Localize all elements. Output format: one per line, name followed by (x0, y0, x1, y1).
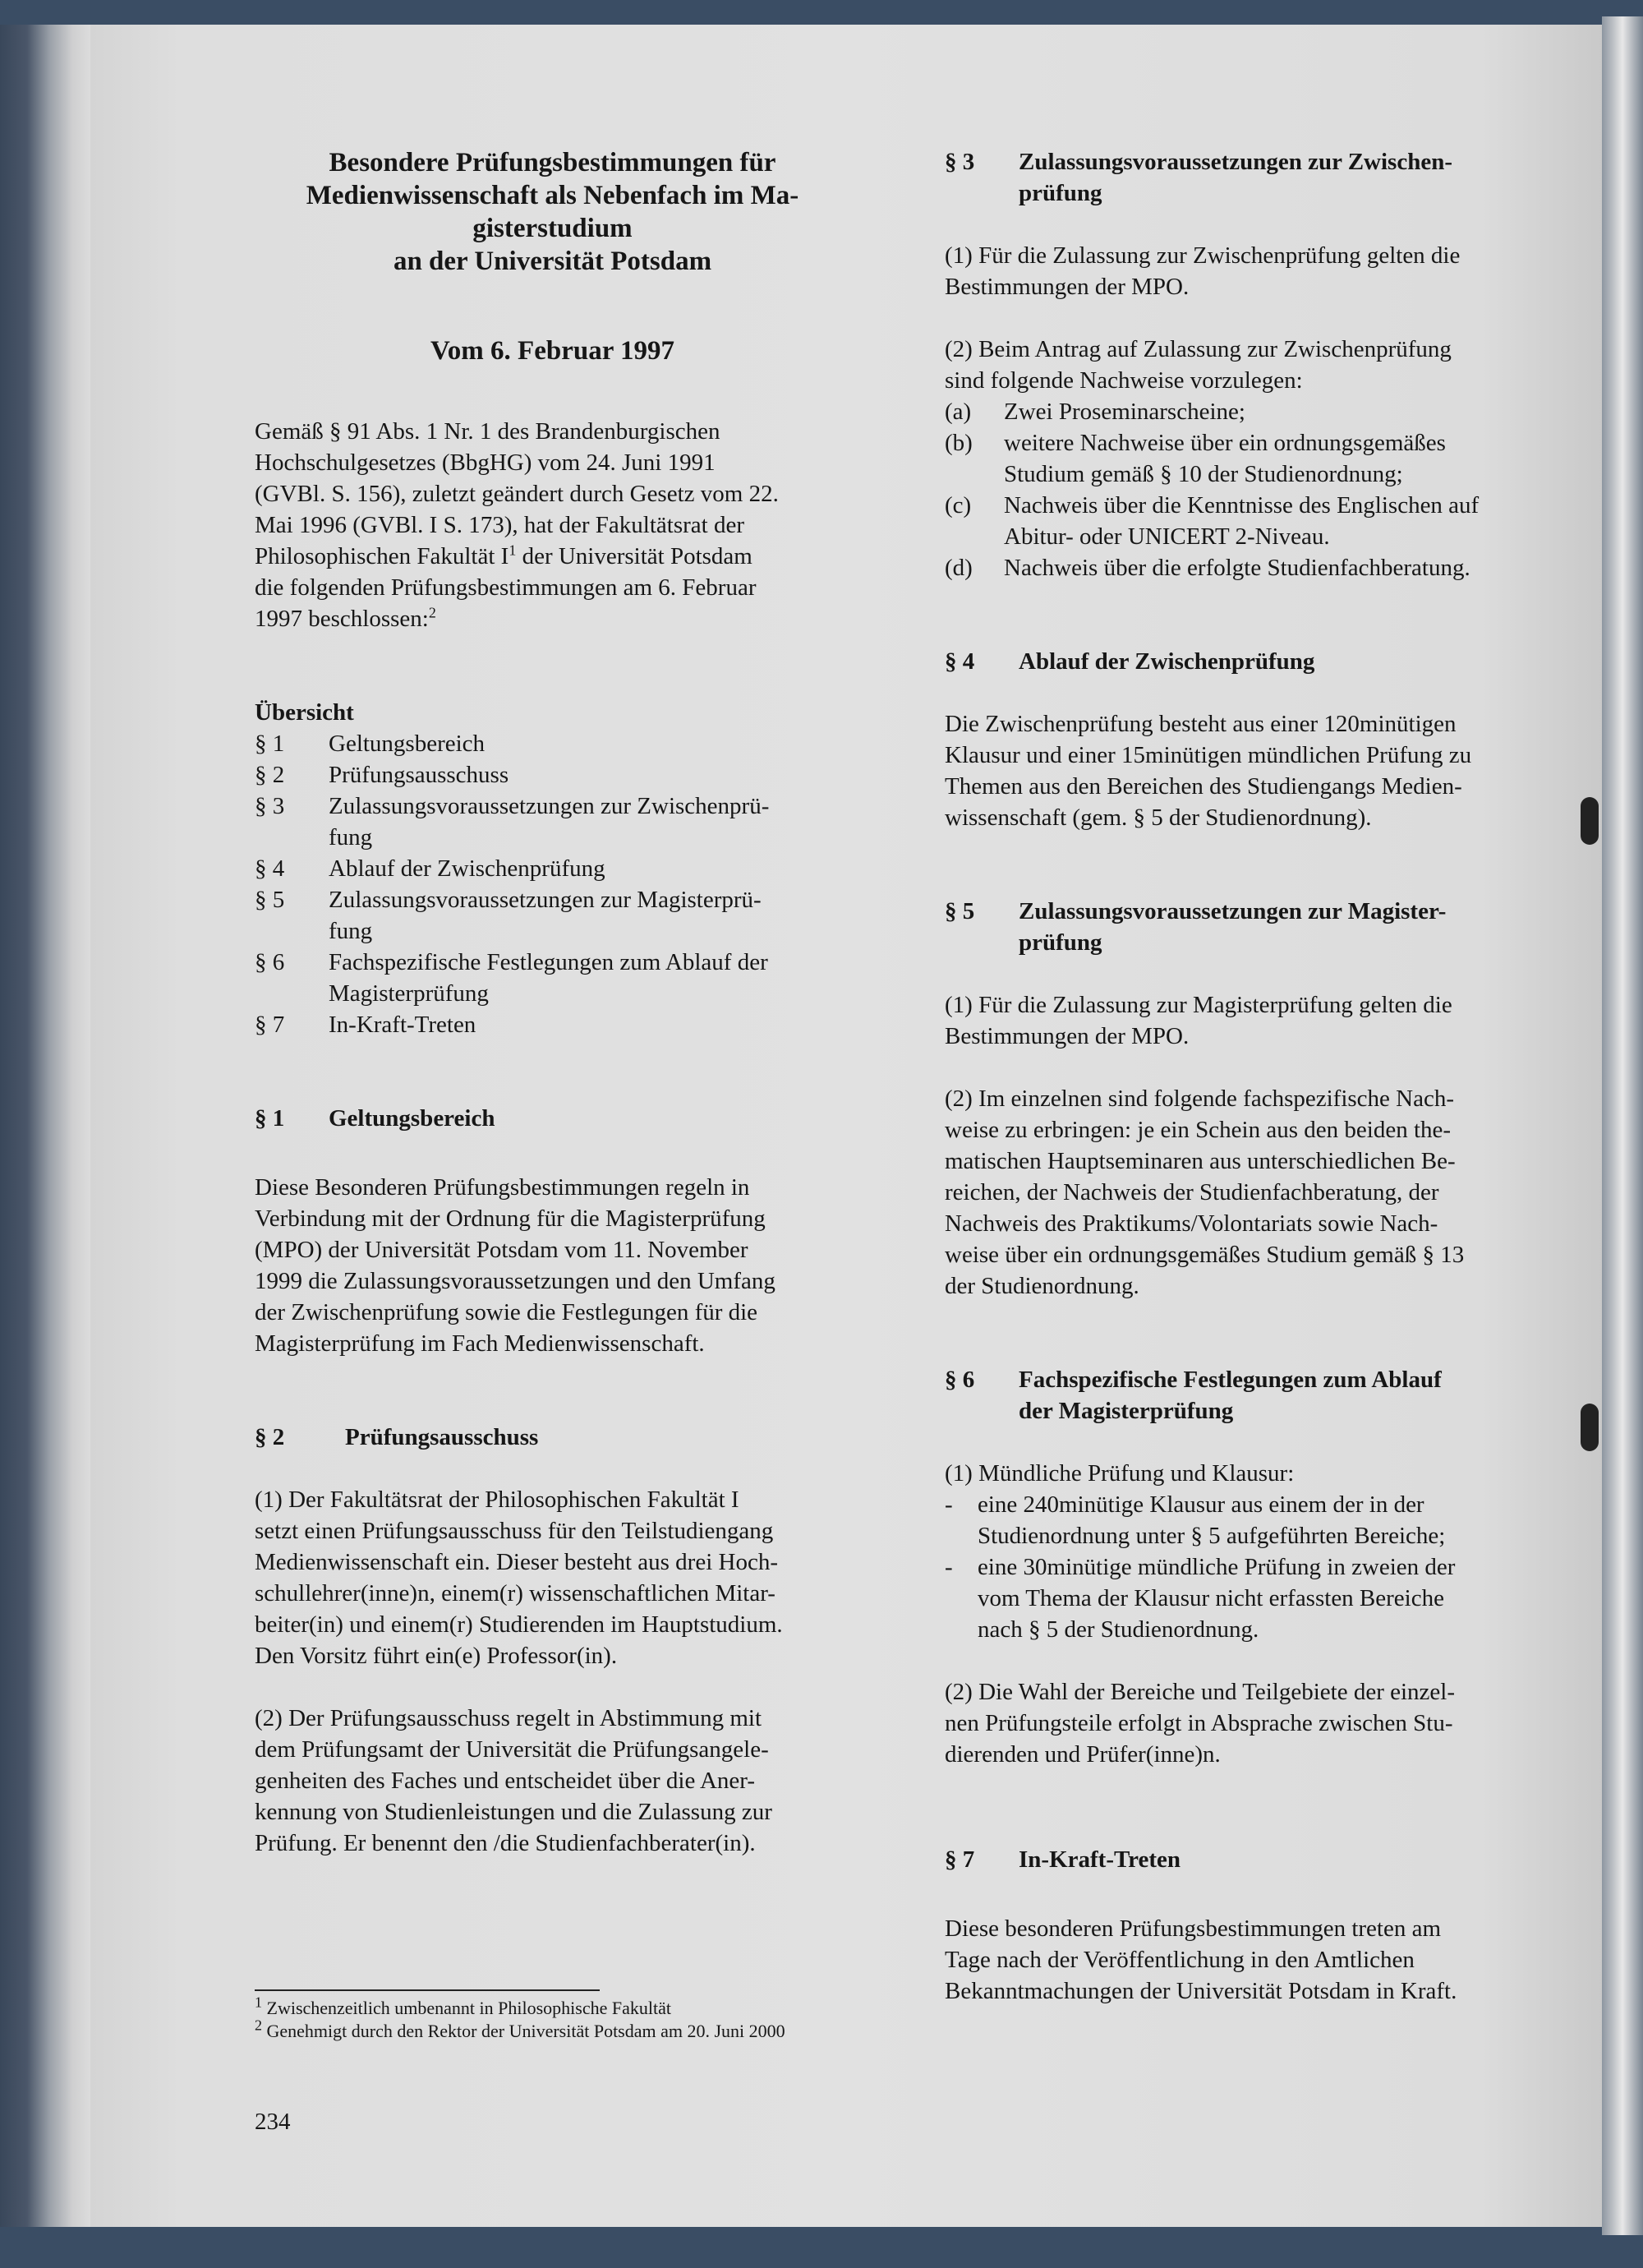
title-line: Besondere Prüfungsbestimmungen für (329, 148, 776, 177)
list-text: eine 30minütige mündliche Prüfung in zweien der (978, 1554, 1456, 1580)
text-line: (GVBl. S. 156), zuletzt geändert durch Gesetz vom 22. (255, 481, 779, 507)
section-title: prüfung (1019, 180, 1102, 206)
section-number: § 5 (945, 898, 975, 924)
preamble-paragraph (255, 416, 850, 634)
text-line: Bestimmungen der MPO. (945, 1023, 1190, 1049)
list-label: - (945, 1491, 953, 1518)
overview-item-label: Magisterprüfung (329, 980, 489, 1007)
text-fragment: Philosophischen Fakultät I (255, 543, 509, 569)
list-text: Nachweis über die erfolgte Studienfachberatung. (1004, 555, 1470, 581)
overview-item-label: Zulassungsvoraussetzungen zur Zwischenprü- (329, 793, 770, 819)
overview-item-label: Zulassungsvoraussetzungen zur Magisterprü- (329, 887, 762, 913)
document-date: Vom 6. Februar 1997 (430, 336, 674, 366)
text-line: beiter(in) und einem(r) Studierenden im Hauptstudium. (255, 1611, 783, 1638)
section-title: Fachspezifische Festlegungen zum Ablauf (1019, 1367, 1442, 1393)
text-line: (2) Der Prüfungsausschuss regelt in Abstimmung mit (255, 1705, 762, 1731)
text-line: weise über ein ordnungsgemäßes Studium gemäß § 13 (945, 1242, 1465, 1268)
page-clip (1581, 797, 1599, 845)
text-line: Den Vorsitz führt ein(e) Professor(in). (255, 1643, 618, 1669)
text-fragment: der Universität Potsdam (516, 543, 752, 569)
section-3 (945, 146, 1536, 583)
section-number: § 1 (255, 1105, 285, 1132)
list-text: Studienordnung unter § 5 aufgeführten Bereiche; (978, 1523, 1446, 1549)
text-line: genheiten des Faches und entscheidet über die Aner- (255, 1768, 756, 1794)
list-text: nach § 5 der Studienordnung. (978, 1616, 1259, 1643)
text-line: dierenden und Prüfer(inne)n. (945, 1741, 1221, 1768)
overview-item (255, 1009, 850, 1040)
text-line: Magisterprüfung im Fach Medienwissenschaft. (255, 1330, 705, 1357)
footnote-mark: 1 (255, 1994, 262, 2011)
overview-item (255, 728, 850, 759)
overview-item-number: § 7 (255, 1012, 285, 1038)
footnote-text: Genehmigt durch den Rektor der Universität Potsdam am 20. Juni 2000 (262, 2021, 785, 2041)
list-label: - (945, 1554, 953, 1580)
section-7 (945, 1844, 1536, 2007)
overview-item (255, 947, 850, 1009)
section-6 (945, 1364, 1536, 1770)
footnote-mark: 2 (255, 2017, 262, 2034)
overview-item (255, 853, 850, 884)
overview-item (255, 759, 850, 791)
section-title: Prüfungsausschuss (345, 1424, 539, 1450)
section-heading (945, 1844, 1536, 1875)
section-2 (255, 1422, 850, 1859)
section-title: Zulassungsvoraussetzungen zur Magister- (1019, 898, 1447, 924)
footnote-divider (255, 1989, 600, 1991)
text-line: 1999 die Zulassungsvoraussetzungen und den Umfang (255, 1268, 775, 1294)
text-line: Diese Besonderen Prüfungsbestimmungen regeln in (255, 1174, 750, 1201)
overview-item-label: fung (329, 824, 373, 850)
footnotes (255, 1994, 850, 2043)
footnote-text: Zwischenzeitlich umbenannt in Philosophische Fakultät (262, 1998, 671, 2018)
document-title (255, 146, 850, 278)
list-item (945, 552, 1536, 583)
list-label: (c) (945, 492, 972, 519)
text-line: sind folgende Nachweise vorzulegen: (945, 367, 1303, 394)
list-text: Abitur- oder UNICERT 2-Niveau. (1004, 523, 1330, 550)
overview-item-number: § 6 (255, 949, 285, 975)
text-line: matischen Hauptseminaren aus unterschiedlichen Be- (945, 1148, 1456, 1174)
section-heading (945, 146, 1536, 209)
title-line: gisterstudium (472, 214, 633, 243)
text-line: Gemäß § 91 Abs. 1 Nr. 1 des Brandenburgischen (255, 418, 720, 445)
text-line: Nachweis des Praktikums/Volontariats sowie Nach- (945, 1210, 1438, 1237)
section-title: Geltungsbereich (329, 1105, 495, 1132)
list-label: (d) (945, 555, 973, 581)
list-text: eine 240minütige Klausur aus einem der in der (978, 1491, 1424, 1518)
footnote (255, 2017, 850, 2043)
text-line (255, 541, 850, 572)
text-line: (1) Für die Zulassung zur Zwischenprüfung gelten die (945, 242, 1461, 269)
text-line: Medienwissenschaft ein. Dieser besteht aus drei Hoch- (255, 1549, 778, 1575)
section-heading (945, 896, 1536, 958)
section-5 (945, 896, 1536, 1302)
text-line: der Zwischenprüfung sowie die Festlegungen für die (255, 1299, 758, 1325)
text-line: Die Zwischenprüfung besteht aus einer 120minütigen (945, 711, 1457, 737)
overview-item (255, 791, 850, 853)
overview-item-number: § 3 (255, 793, 285, 819)
section-number: § 3 (945, 149, 975, 175)
section-title: prüfung (1019, 929, 1102, 956)
overview-item-number: § 4 (255, 855, 285, 882)
overview-heading: Übersicht (255, 699, 354, 726)
overview-item-number: § 2 (255, 762, 285, 788)
text-line: schullehrer(inne)n, einem(r) wissenschaftlichen Mitar- (255, 1580, 775, 1606)
page-number: 234 (255, 2109, 291, 2135)
book-fore-edge (1602, 16, 1643, 2235)
text-line: Bekanntmachungen der Universität Potsdam in Kraft. (945, 1978, 1457, 2004)
overview-item-label: fung (329, 918, 373, 944)
text-fragment: 1997 beschlossen: (255, 606, 429, 632)
text-line: (1) Mündliche Prüfung und Klausur: (945, 1460, 1295, 1487)
text-line: Bestimmungen der MPO. (945, 274, 1190, 300)
page-clip (1581, 1404, 1599, 1451)
section-number: § 6 (945, 1367, 975, 1393)
overview-item (255, 884, 850, 947)
overview-item-number: § 5 (255, 887, 285, 913)
section-number: § 4 (945, 648, 975, 675)
text-line: (MPO) der Universität Potsdam vom 11. November (255, 1237, 748, 1263)
section-number: § 7 (945, 1846, 975, 1873)
text-line: dem Prüfungsamt der Universität die Prüfungsangele- (255, 1736, 769, 1763)
text-line: Diese besonderen Prüfungsbestimmungen treten am (945, 1915, 1442, 1942)
list-item (945, 1551, 1536, 1645)
list-item (945, 490, 1536, 552)
section-title: In-Kraft-Treten (1019, 1846, 1181, 1873)
overview-item-label: Fachspezifische Festlegungen zum Ablauf der (329, 949, 768, 975)
section-1 (255, 1103, 850, 1359)
section-title: Ablauf der Zwischenprüfung (1019, 648, 1315, 675)
text-line: reichen, der Nachweis der Studienfachberatung, der (945, 1179, 1439, 1205)
title-line: an der Universität Potsdam (393, 247, 712, 276)
text-line: setzt einen Prüfungsausschuss für den Teilstudiengang (255, 1518, 774, 1544)
overview-item-label: Prüfungsausschuss (329, 762, 509, 788)
list-item (945, 1489, 1536, 1551)
list-text: vom Thema der Klausur nicht erfassten Bereiche (978, 1585, 1444, 1611)
text-line: Klausur und einer 15minütigen mündlichen Prüfung zu (945, 742, 1472, 768)
section-title: der Magisterprüfung (1019, 1398, 1234, 1424)
text-line: Hochschulgesetzes (BbgHG) vom 24. Juni 1991 (255, 449, 716, 476)
text-line: (2) Im einzelnen sind folgende fachspezifische Nach- (945, 1086, 1455, 1112)
text-line: (1) Der Fakultätsrat der Philosophischen Fakultät I (255, 1487, 739, 1513)
footnote-mark: 2 (428, 604, 436, 621)
list-text: Studium gemäß § 10 der Studienordnung; (1004, 461, 1403, 487)
section-heading (945, 1364, 1536, 1427)
text-line (255, 603, 850, 634)
section-title: Zulassungsvoraussetzungen zur Zwischen- (1019, 149, 1453, 175)
overview-item-number: § 1 (255, 731, 285, 757)
title-line: Medienwissenschaft als Nebenfach im Ma- (306, 181, 799, 210)
section-heading (945, 646, 1536, 677)
left-column (255, 146, 850, 1859)
list-text: Nachweis über die Kenntnisse des Englischen auf (1004, 492, 1480, 519)
text-line: Themen aus den Bereichen des Studiengangs Medien- (945, 773, 1462, 800)
section-heading (255, 1422, 850, 1453)
overview-item-label: In-Kraft-Treten (329, 1012, 476, 1038)
overview-item-label: Ablauf der Zwischenprüfung (329, 855, 605, 882)
overview-item-label: Geltungsbereich (329, 731, 486, 757)
book-spine-edge (0, 25, 90, 2227)
section-heading (255, 1103, 850, 1134)
text-line: nen Prüfungsteile erfolgt in Absprache zwischen Stu- (945, 1710, 1453, 1736)
footnote-mark: 1 (509, 542, 517, 559)
list-item (945, 427, 1536, 490)
text-line: weise zu erbringen: je ein Schein aus den beiden the- (945, 1117, 1452, 1143)
text-line: Tage nach der Veröffentlichung in den Amtlichen (945, 1947, 1415, 1973)
overview-list (255, 697, 850, 1040)
section-number: § 2 (255, 1424, 285, 1450)
footnote (255, 1994, 850, 2020)
text-line: (2) Beim Antrag auf Zulassung zur Zwischenprüfung (945, 336, 1452, 362)
text-line: (1) Für die Zulassung zur Magisterprüfung gelten die (945, 992, 1452, 1018)
text-line: der Studienordnung. (945, 1273, 1139, 1299)
list-item (945, 396, 1536, 427)
list-label: (a) (945, 399, 972, 425)
text-line: Mai 1996 (GVBl. I S. 173), hat der Fakultätsrat der (255, 512, 745, 538)
text-line: kennung von Studienleistungen und die Zulassung zur (255, 1799, 772, 1825)
right-column (945, 146, 1536, 2007)
section-4 (945, 646, 1536, 833)
text-line: Prüfung. Er benennt den /die Studienfachberater(in). (255, 1830, 756, 1856)
text-line: die folgenden Prüfungsbestimmungen am 6. Februar (255, 574, 757, 601)
list-text: weitere Nachweise über ein ordnungsgemäßes (1004, 430, 1446, 456)
text-line: wissenschaft (gem. § 5 der Studienordnung). (945, 804, 1372, 831)
text-line: Verbindung mit der Ordnung für die Magisterprüfung (255, 1205, 766, 1232)
list-label: (b) (945, 430, 973, 456)
list-text: Zwei Proseminarscheine; (1004, 399, 1245, 425)
text-line: (2) Die Wahl der Bereiche und Teilgebiete der einzel- (945, 1679, 1456, 1705)
